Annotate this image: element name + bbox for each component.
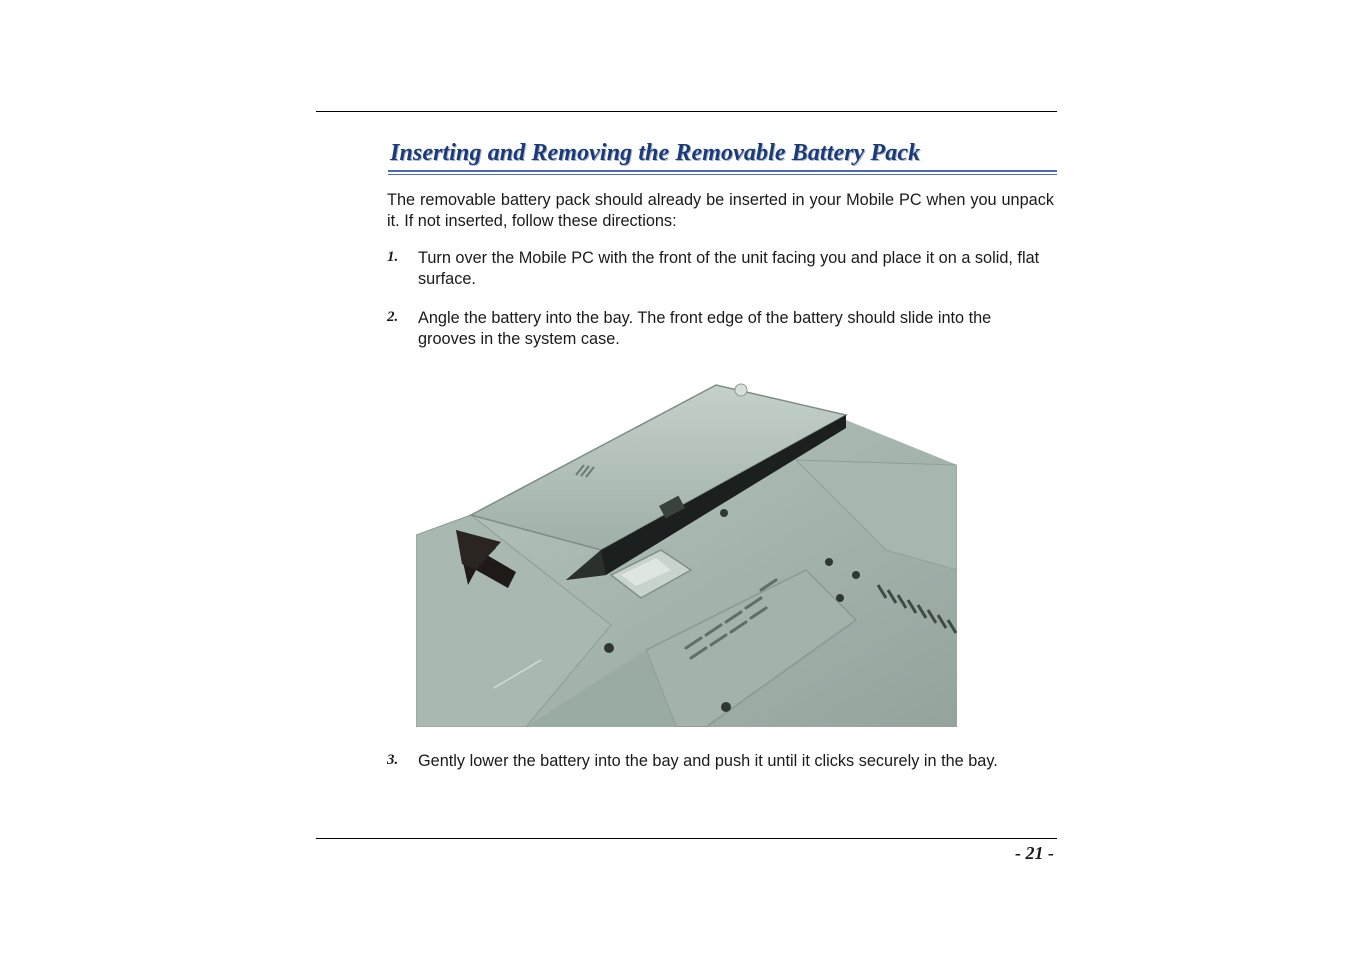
- step-number: 2.: [387, 309, 399, 325]
- footer-rule: [316, 838, 1057, 839]
- page-number: - 21 -: [1015, 843, 1054, 863]
- title-underline-thin: [388, 174, 1057, 175]
- step-text: Angle the battery into the bay. The front edge of the battery should slide into the grooves in the system case.: [418, 309, 992, 348]
- step-text: Gently lower the battery into the bay and push it until it clicks securely in the bay.: [418, 752, 998, 770]
- step-number: 1.: [387, 249, 399, 265]
- step-number: 3.: [387, 752, 399, 768]
- battery-insertion-photo: [416, 380, 957, 727]
- step-text: Turn over the Mobile PC with the front of the unit facing you and place it on a solid, flat surface.: [418, 249, 1040, 288]
- intro-paragraph: The removable battery pack should already be inserted in your Mobile PC when you unpack it. If not inserted, follow these directions:: [387, 191, 1054, 230]
- header-rule: [316, 111, 1057, 112]
- section-title: Inserting and Removing the Removable Battery Pack: [390, 140, 921, 166]
- title-underline: [388, 170, 1057, 172]
